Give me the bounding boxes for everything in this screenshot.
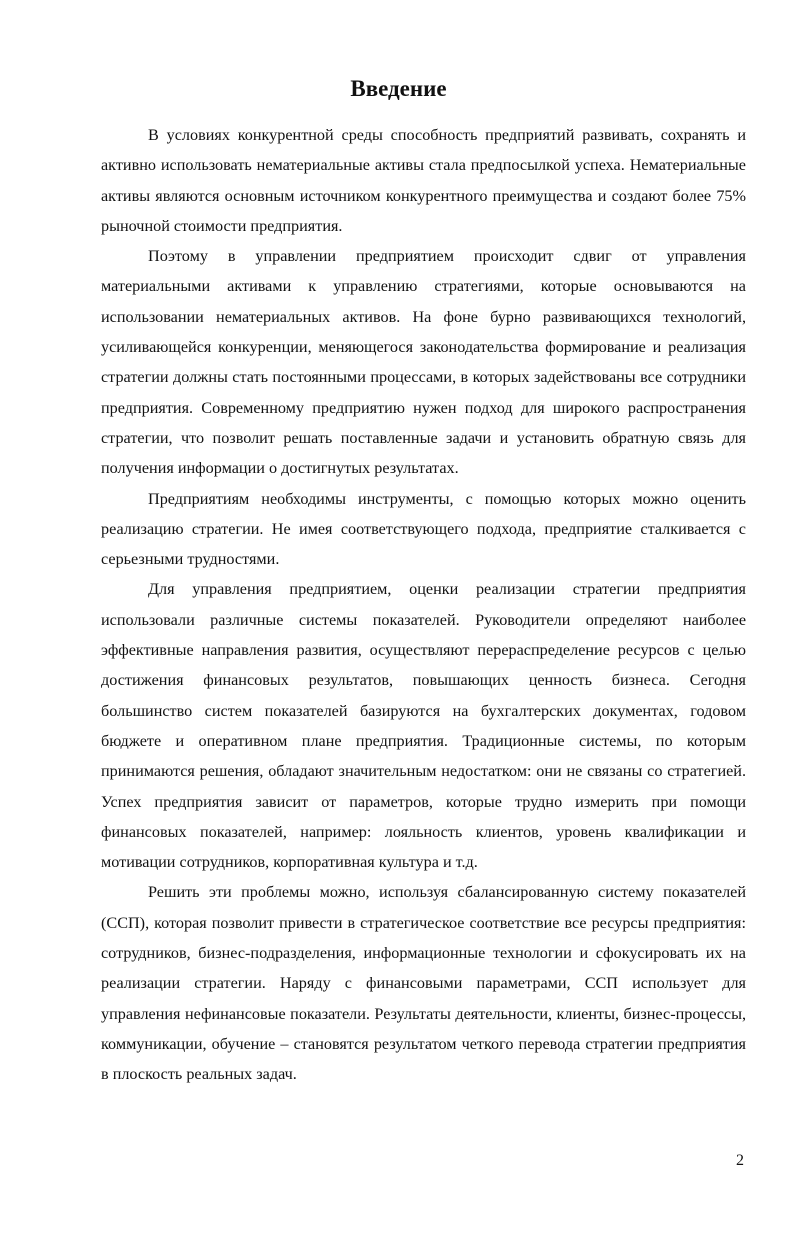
paragraph-5: Решить эти проблемы можно, используя сбалансированную систему показателей (ССП), которая позволит привести в стратегическое соответствие все ресурсы предприятия: сотрудников, бизнес-подразделения, информационные технологии и сфокусировать их на реализации стратегии. Наряду с финансовыми параметрами, ССП использует для управления нефинансовые показатели. Результаты деятельности, клиенты, бизнес-процессы, коммуникации, обучение – становятся результатом четкого перевода стратегии предприятия в плоскость реальных задач. [101,883,746,1084]
page-number: 2 [736,1152,744,1169]
paragraph-3: Предприятиям необходимы инструменты, с помощью которых можно оценить реализацию стратегии. Не имея соответствующего подхода, предприятие сталкивается с серьезными трудностями. [101,489,746,569]
paragraph-1: В условиях конкурентной среды способность предприятий развивать, сохранять и активно использовать нематериальные активы стала предпосылкой успеха. Нематериальные активы являются основным источником конкурентного преимущества и создают более 75% рыночной стоимости предприятия. [101,126,746,235]
document-body [101,120,746,1090]
page-title: Введение [350,76,447,101]
paragraph-2: Поэтому в управлении предприятием происходит сдвиг от управления материальными активами к управлению стратегиями, которые основываются на использовании нематериальных активов. На фоне бурно развивающихся технологий, усиливающейся конкуренции, меняющегося законодательства формирование и реализация стратегии должны стать постоянными процессами, в которых задействованы все сотрудники предприятия. Современному предприятию нужен подход для широкого распространения стратегии, что позволит решать поставленные задачи и установить обратную связь для получения информации о достигнутых результатах. [101,247,746,478]
paragraph-4: Для управления предприятием, оценки реализации стратегии предприятия использовали различные системы показателей. Руководители определяют наиболее эффективные направления развития, осуществляют перераспределение ресурсов с целью достижения финансовых результатов, повышающих ценность бизнеса. Сегодня большинство систем показателей базируются на бухгалтерских документах, годовом бюджете и оперативном плане предприятия. Традиционные системы, по которым принимаются решения, обладают значительным недостатком: они не связаны со стратегией. Успех предприятия зависит от параметров, которые трудно измерить при помощи финансовых показателей, например: лояльность клиентов, уровень квалификации и мотивации сотрудников, корпоративная культура и т.д. [101,580,746,872]
